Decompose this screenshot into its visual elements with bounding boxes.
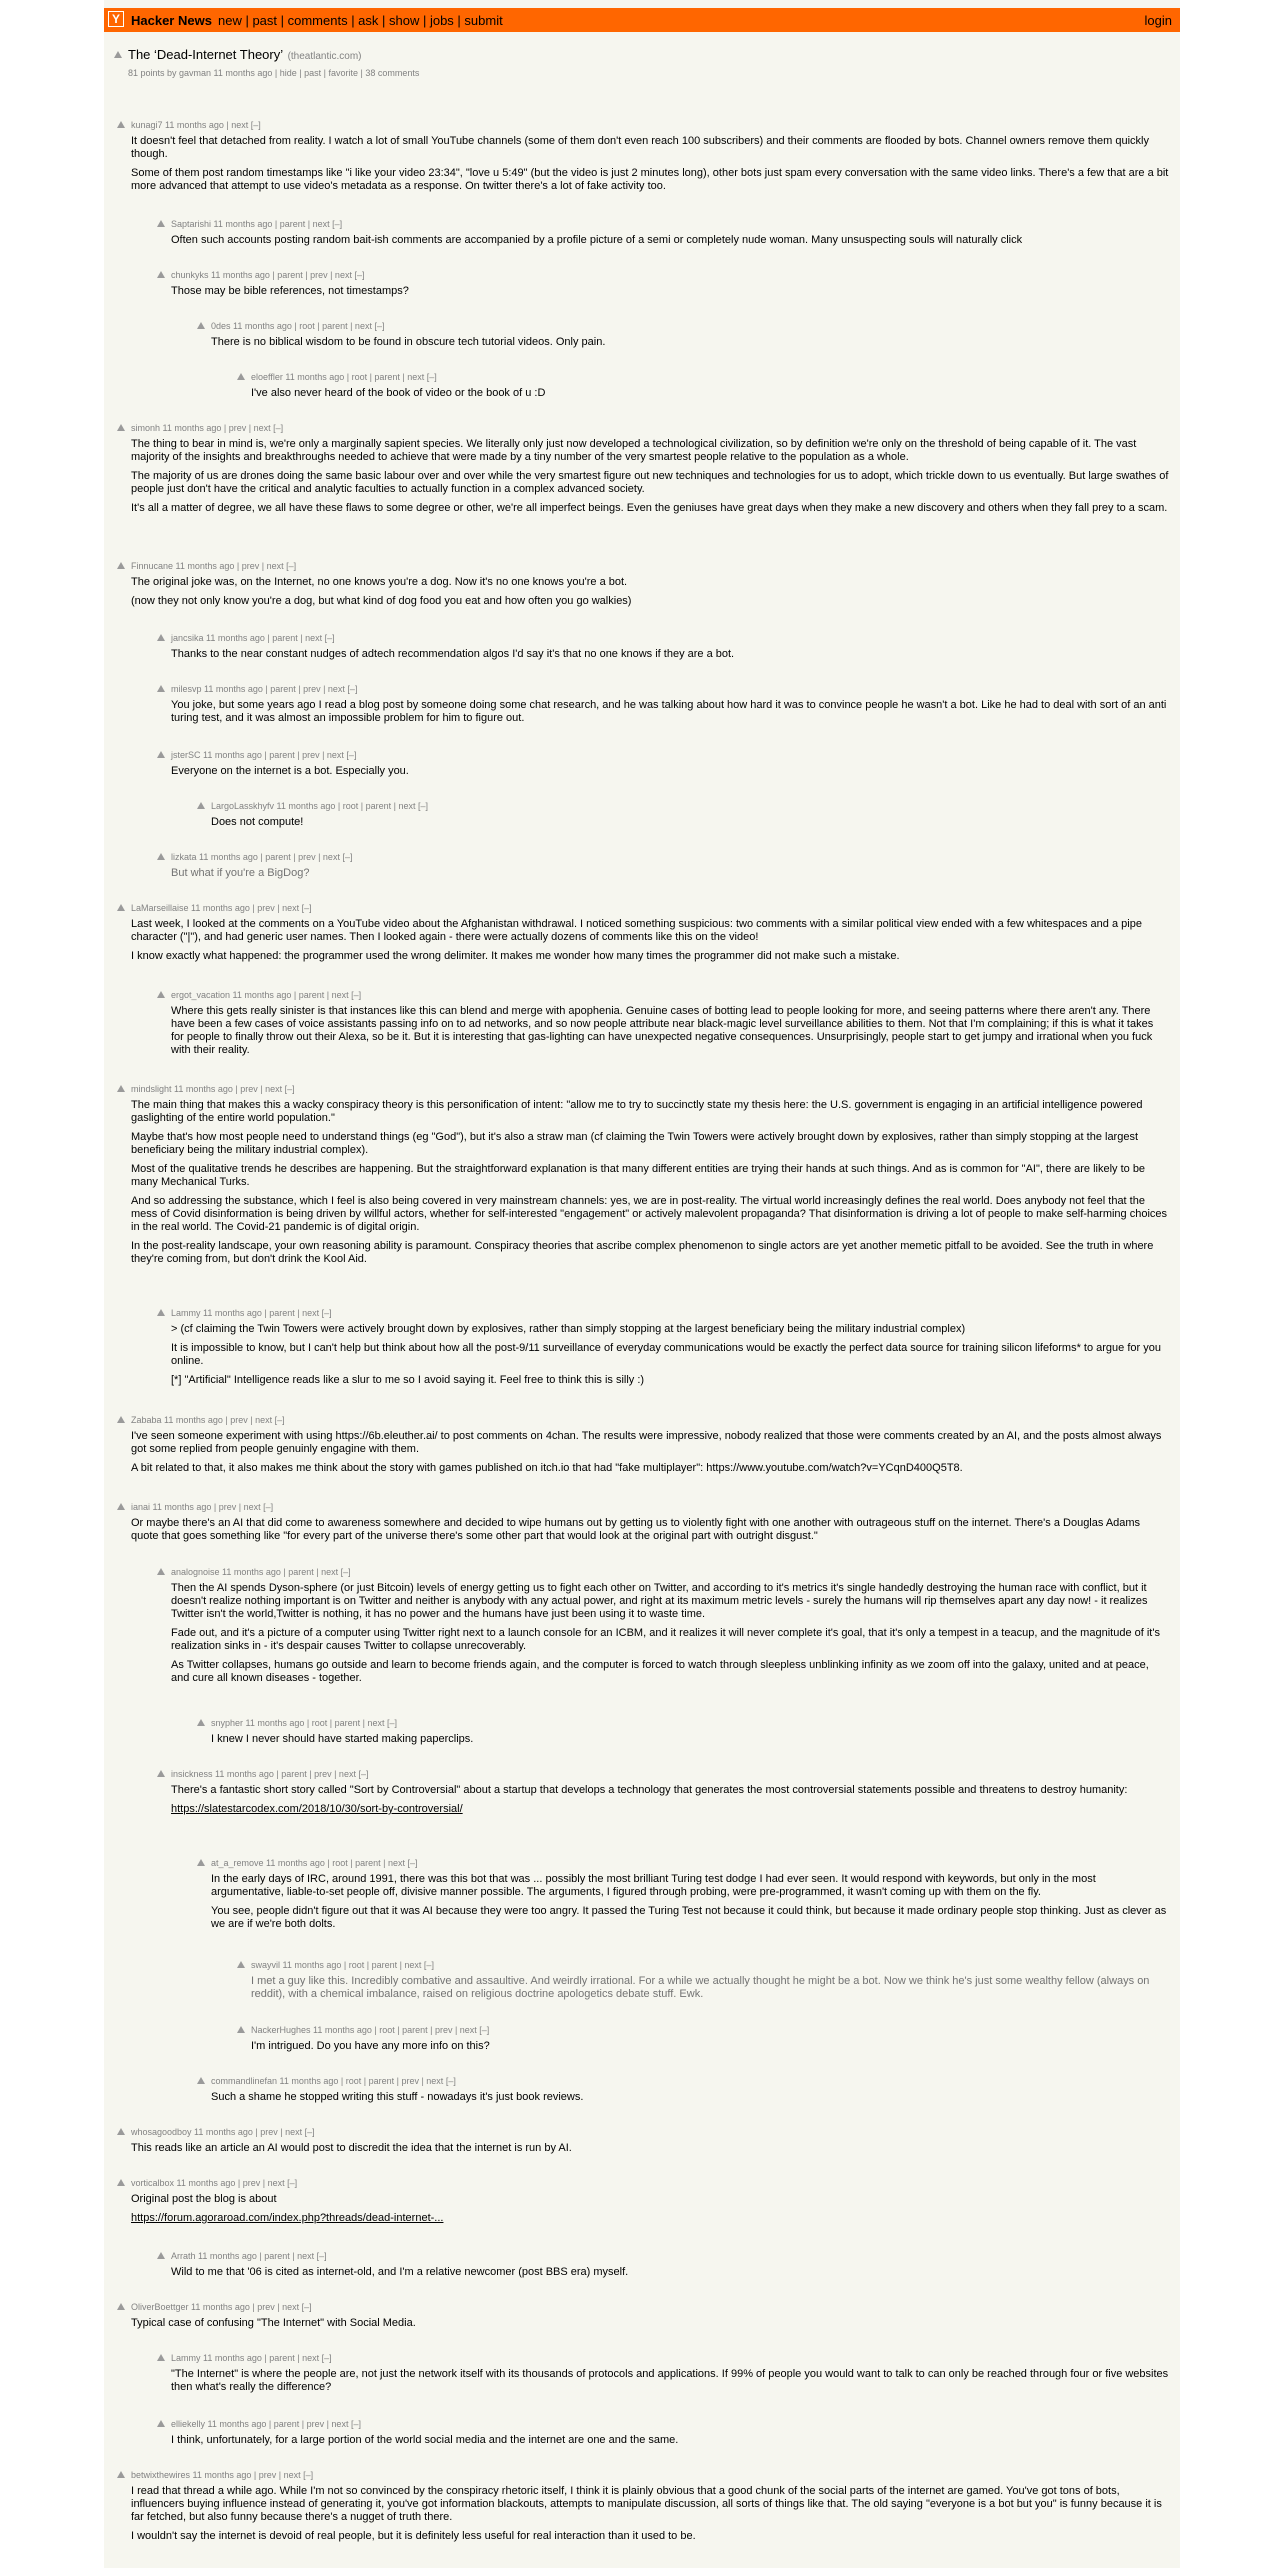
comment-text: I know exactly what happened: the programmer used the wrong delimiter. It makes me wonder how many times the programmer did not make such a mistake.: [131, 950, 900, 962]
comment-text: I've also never heard of the book of video or the book of u :D: [251, 387, 546, 399]
comment-text: [*] "Artificial" Intelligence reads like a slur to me so I avoid saying it. Feel free to think this is silly :): [171, 1374, 645, 1386]
upvote-arrow-icon[interactable]: [117, 2303, 125, 2310]
comment-text: There is no biblical wisdom to be found in obscure tech tutorial videos. Only pain.: [211, 336, 606, 348]
comment: [131, 422, 1169, 515]
comment-text: Thanks to the near constant nudges of adtech recommendation algos I'd say it's that no one knows if they are a bot.: [171, 648, 735, 660]
comment-meta[interactable]: jancsika 11 months ago | parent | next [–]: [171, 633, 335, 643]
upvote-arrow-icon[interactable]: [117, 1503, 125, 1510]
site-name[interactable]: Hacker News: [131, 13, 212, 28]
upvote-arrow-icon[interactable]: [114, 51, 122, 58]
comment: [131, 119, 1169, 193]
comment-meta[interactable]: swayvil 11 months ago | root | parent | next [–]: [251, 1960, 434, 1970]
upvote-arrow-icon[interactable]: [237, 373, 245, 380]
comment: [171, 632, 1169, 661]
comment-text: And so addressing the substance, which I feel is also being covered in very mainstream channels: yes, we are in post-reality. The virtual world increasingly defines the real world. Does anybody not feel that the mess of Covid disinformation is being driven by willful actors, whether for self-interested "engagement" or actively malevolent propaganda? That disinformation is driving a lot of people to make self-harming choices in the real world. The Covid-21 pandemic is of digital origin.: [131, 1195, 1168, 1233]
comment: [131, 2469, 1169, 2543]
comment: [171, 989, 1169, 1057]
comment-text: The original joke was, on the Internet, no one knows you're a dog. Now it's no one knows you're a bot.: [131, 576, 628, 588]
comment-text: Does not compute!: [211, 816, 304, 828]
comment-text: Those may be bible references, not timestamps?: [171, 285, 409, 297]
top-bar: [104, 8, 1180, 32]
comment-meta[interactable]: chunkyks 11 months ago | parent | prev | next [–]: [171, 270, 365, 280]
y-logo-icon[interactable]: Y: [108, 11, 124, 27]
comment-meta[interactable]: whosagoodboy 11 months ago | prev | next [–]: [131, 2127, 315, 2137]
comment-text: Most of the qualitative trends he describes are happening. But the straightforward explanation is that many different entities are trying their hands at such things. And as is common for "AI", there are likely to be many Mechanical Turks.: [131, 1163, 1146, 1188]
comment-text: Such a shame he stopped writing this stuff - nowadays it's just book reviews.: [211, 2091, 584, 2103]
comment-meta[interactable]: ianai 11 months ago | prev | next [–]: [131, 1502, 274, 1512]
comment-text: It is impossible to know, but I can't help but think about how all the post-9/11 surveillance of everyday communications would be exactly the perfect data source for training silicon lifeforms* to argue for you online.: [171, 1342, 1161, 1367]
comment: [131, 902, 1169, 963]
upvote-arrow-icon[interactable]: [197, 1719, 205, 1726]
comment-text: Typical case of confusing "The Internet" with Social Media.: [131, 2317, 416, 2329]
comment-text: I'm intrigued. Do you have any more info on this?: [251, 2040, 490, 2052]
comment-meta[interactable]: NackerHughes 11 months ago | root | parent | prev | next [–]: [251, 2025, 490, 2035]
upvote-arrow-icon[interactable]: [117, 2128, 125, 2135]
comment-meta[interactable]: insickness 11 months ago | parent | prev | next [–]: [171, 1769, 369, 1779]
upvote-arrow-icon[interactable]: [117, 424, 125, 431]
comment: [131, 1083, 1169, 1266]
comment-meta[interactable]: mindslight 11 months ago | prev | next [–]: [131, 1084, 295, 1094]
comment: [131, 2177, 1169, 2225]
comment-meta[interactable]: analognoise 11 months ago | parent | next [–]: [171, 1567, 351, 1577]
comment-meta[interactable]: Lammy 11 months ago | parent | next [–]: [171, 2353, 332, 2363]
nav-links[interactable]: new | past | comments | ask | show | jobs | submit: [218, 13, 503, 28]
comment-text: I knew I never should have started making paperclips.: [211, 1733, 474, 1745]
story-title-row: [114, 46, 362, 64]
upvote-arrow-icon[interactable]: [157, 2252, 165, 2259]
comment-text: Where this gets really sinister is that instances like this can blend and merge with apophenia. Genuine cases of botting lead to people looking for more, and seeing patterns where there aren't any. There have been a few cases of voice assistants passing info on to ad networks, and so now people attribute near black-magic level surveillance abilities to them. Not that I'm complaining; if this is what it takes for people to finally throw out their Alexa, so be it. But it is interesting that gas-lighting can have unexpected negative consequences. Unsurprisingly, people start to get jumpy and irrational when you fuck with their reality.: [171, 1005, 1154, 1056]
upvote-arrow-icon[interactable]: [117, 2179, 125, 2186]
comment-meta[interactable]: kunagi7 11 months ago | next [–]: [131, 120, 261, 130]
comment-meta[interactable]: OliverBoettger 11 months ago | prev | next [–]: [131, 2302, 312, 2312]
upvote-arrow-icon[interactable]: [197, 1859, 205, 1866]
comment-meta[interactable]: at_a_remove 11 months ago | root | parent | next [–]: [211, 1858, 418, 1868]
upvote-arrow-icon[interactable]: [117, 1416, 125, 1423]
comment: [171, 749, 1169, 778]
comment: [171, 683, 1169, 725]
story-title[interactable]: The ‘Dead-Internet Theory’: [128, 47, 284, 62]
comment-text: Some of them post random timestamps like "i like your video 23:34", "love u 5:49" (but the video is just 2 minutes long), other bots just spam every conversation with the same video links. There's a few that are a bit more advanced that attempt to use video's metadata as a response. On twitter there's a lot of fake activity too.: [131, 167, 1169, 192]
comment: [211, 1857, 1169, 1931]
upvote-arrow-icon[interactable]: [117, 2471, 125, 2478]
comment-meta[interactable]: simonh 11 months ago | prev | next [–]: [131, 423, 284, 433]
comment-text: It doesn't feel that detached from reality. I watch a lot of small YouTube channels (some of them don't even reach 100 subscribers) and their comments are flooded by bots. Channel owners remove them quickly though.: [131, 135, 1149, 160]
comment: [171, 851, 1169, 880]
comment-meta[interactable]: LargoLasskhyfv 11 months ago | root | parent | next [–]: [211, 801, 428, 811]
login-link[interactable]: login: [1144, 13, 1172, 28]
comment-text: But what if you're a BigDog?: [171, 867, 310, 879]
comment-text: Everyone on the internet is a bot. Especially you.: [171, 765, 409, 777]
comment-meta[interactable]: LaMarseillaise 11 months ago | prev | next [–]: [131, 903, 312, 913]
comment-text: The thing to bear in mind is, we're only a marginally sapient species. We literally only just now developed a technological civilization, so by definition we're only on the threshold of being capable of it. The vast majority of the insights and breakthroughs needed to achieve that were made by a tiny number of the very smartest people relative to the population as a whole.: [131, 438, 1137, 463]
upvote-arrow-icon[interactable]: [197, 802, 205, 809]
comment: [131, 1414, 1169, 1475]
comment-meta[interactable]: Lammy 11 months ago | parent | next [–]: [171, 1308, 332, 1318]
comment: [171, 2418, 1169, 2447]
comment: [171, 2352, 1169, 2394]
comment-text: I've seen someone experiment with using https://6b.eleuther.ai/ to post comments on 4chan. The results were impressive, nobody realized that those were comments created by an AI, and the posts almost always got some replied from people genuinly engagine with them.: [131, 1430, 1162, 1455]
comment-text: You see, people didn't figure out that it was AI because they were too angry. It passed the Turing Test not because it could think, but because it made ordinary people stop thinking. Just as clever as we are if we're both dolts.: [211, 1905, 1167, 1930]
upvote-arrow-icon[interactable]: [157, 1770, 165, 1777]
comment: [131, 2301, 1169, 2330]
comment-meta[interactable]: lizkata 11 months ago | parent | prev | next [–]: [171, 852, 353, 862]
story-subtext[interactable]: 81 points by gavman 11 months ago | hide | past | favorite | 38 comments: [128, 68, 420, 78]
comment-meta[interactable]: ergot_vacation 11 months ago | parent | next [–]: [171, 990, 362, 1000]
comment-meta[interactable]: commandlinefan 11 months ago | root | parent | prev | next [–]: [211, 2076, 456, 2086]
comment-text: I met a guy like this. Incredibly combative and assaultive. And weirdly irrational. For a while we actually thought he might be a bot. Now we think he's just some wealthy fellow (always on reddit), with a chemical imbalance, raised on religious doctrine apologetics debate stuff. Ewk.: [251, 1975, 1150, 2000]
comment-link[interactable]: https://forum.agoraroad.com/index.php?threads/dead-internet-...: [131, 2212, 444, 2224]
upvote-arrow-icon[interactable]: [157, 853, 165, 860]
comment: [171, 269, 1169, 298]
upvote-arrow-icon[interactable]: [157, 751, 165, 758]
comment: [131, 2126, 1169, 2155]
comment-link[interactable]: https://slatestarcodex.com/2018/10/30/sort-by-controversial/: [171, 1803, 463, 1815]
comment: [131, 1501, 1169, 1543]
comment-meta[interactable]: betwixthewires 11 months ago | prev | next [–]: [131, 2470, 314, 2480]
upvote-arrow-icon[interactable]: [157, 2420, 165, 2427]
comment: [131, 560, 1169, 608]
upvote-arrow-icon[interactable]: [117, 121, 125, 128]
comment-text: In the early days of IRC, around 1991, there was this bot that was ... possibly the most brilliant Turing test dodge I had ever seen. It would respond with keywords, but only in the most argumentative, liable-to-set people off, divisive manner possible. The arguments, I figured through probing, were pre-programmed, it wasn't coming up with them on the fly.: [211, 1873, 1096, 1898]
comment: [171, 2250, 1169, 2279]
comment-text: (now they not only know you're a dog, but what kind of dog food you eat and how often you go walkies): [131, 595, 632, 607]
comment-text: There's a fantastic short story called "Sort by Controversial" about a startup that develops a technology that generates the most controversial statements possible and threatens to destroy humanity:: [171, 1784, 1128, 1796]
comment-text: You joke, but some years ago I read a blog post by someone doing some chat research, and he was talking about how hard it was to convince people he wasn't a bot. Like he had to deal with sort of an anti turing test, and it was almost an impossible problem for him to figure out.: [171, 699, 1167, 724]
upvote-arrow-icon[interactable]: [157, 2354, 165, 2361]
upvote-arrow-icon[interactable]: [157, 1568, 165, 1575]
comment-meta[interactable]: Finnucane 11 months ago | prev | next [–]: [131, 561, 297, 571]
comment-text: > (cf claiming the Twin Towers were actively brought down by explosives, rather than simply stopping at the largest beneficiary being the military industrial complex): [171, 1323, 966, 1335]
comment: [211, 320, 1169, 349]
comment-meta[interactable]: jsterSC 11 months ago | parent | prev | next [–]: [171, 750, 357, 760]
comment-meta[interactable]: snypher 11 months ago | root | parent | next [–]: [211, 1718, 397, 1728]
comment-text: Often such accounts posting random bait-ish comments are accompanied by a profile picture of a semi or completely nude woman. Many unsuspecting souls will naturally click: [171, 234, 1023, 246]
comment-text: Original post the blog is about: [131, 2193, 277, 2205]
comment-text: Fade out, and it's a picture of a computer using Twitter right next to a launch console for an ICBM, and it realizes it will never complete it's goal, that it's only a tempest in a teacup, and the magnitude of it's realization sinks in - it's despair causes Twitter to collapse unrecoverably.: [171, 1627, 1160, 1652]
comment-meta[interactable]: Saptarishi 11 months ago | parent | next [–]: [171, 219, 343, 229]
comment-text: I think, unfortunately, for a large portion of the world social media and the internet are one and the same.: [171, 2434, 679, 2446]
page: [104, 0, 1180, 2568]
comment-text: The majority of us are drones doing the same basic labour over and over while the very smartest figure out new techniques and technologies for us to adopt, which trickle down to us eventually. But large swathes of people just don't have the critical and analytic faculties to actually function in a complex advanced society.: [131, 470, 1169, 495]
upvote-arrow-icon[interactable]: [117, 562, 125, 569]
comment-meta[interactable]: elliekelly 11 months ago | parent | prev | next [–]: [171, 2419, 361, 2429]
upvote-arrow-icon[interactable]: [237, 1961, 245, 1968]
comment: [211, 800, 1169, 829]
comment-text: I wouldn't say the internet is devoid of real people, but it is definitely less useful for real interaction than it used to be.: [131, 2530, 696, 2542]
comment-text: I read that thread a while ago. While I'm not so convinced by the conspiracy rhetoric itself, I think it is plainly obvious that a good chunk of the social parts of the internet are gamed. You've got tons of bots, influencers buying influence instead of generating it, you've got information blackouts, attempts to manipulate discussion, all sorts of things like that. The old saying "everyone is a bot but you" is funny because it is far fetched, but also funny because there's a nugget of truth there.: [131, 2485, 1162, 2523]
upvote-arrow-icon[interactable]: [157, 634, 165, 641]
comment-text: Or maybe there's an AI that did come to awareness somewhere and decided to wipe humans out by getting us to violently fight with one another with outrageous stuff on the internet. There's a Douglas Adams quote that goes something like "for every part of the universe there's some other part that would look at the original part with outright disgust.": [131, 1517, 1141, 1542]
upvote-arrow-icon[interactable]: [157, 685, 165, 692]
upvote-arrow-icon[interactable]: [157, 1309, 165, 1316]
comment-text: It's all a matter of degree, we all have these flaws to some degree or other, we're all imperfect beings. Even the geniuses have great days when they make a new discovery and others when they fall prey to a scam.: [131, 502, 1168, 514]
upvote-arrow-icon[interactable]: [157, 991, 165, 998]
comment: [251, 371, 1169, 400]
comment-meta[interactable]: eloeffler 11 months ago | root | parent | next [–]: [251, 372, 437, 382]
comment: [171, 1768, 1169, 1816]
comment: [211, 2075, 1169, 2104]
comment-meta[interactable]: Arrath 11 months ago | parent | next [–]: [171, 2251, 327, 2261]
comment-text: As Twitter collapses, humans go outside and learn to become friends again, and the computer is forced to watch through sleepless unblinking infinity as we zoom off into the galaxy, united and at peace, and cure all known diseases - together.: [171, 1659, 1149, 1684]
comment-text: Then the AI spends Dyson-sphere (or just Bitcoin) levels of energy getting us to fight each other on Twitter, and according to it's metrics it's single handedly destroying the human race with conflict, but it doesn't realize nothing important is on Twitter and neither is anybody with any actual power, and right at its maximum metric levels - surely the humans will rip themselves apart any day now! - it realizes Twitter isn't the world,Twitter is nothing, it has no power and the humans have just been using it to waste time.: [171, 1582, 1148, 1620]
comment-text: Last week, I looked at the comments on a YouTube video about the Afghanistan withdrawal. I noticed something suspicious: two comments with a similar political view ended with a few whitespaces and a pipe character ("|"), and had generic user names. Then I looked again - there were actually dozens of comments like this on the video!: [131, 918, 1142, 943]
upvote-arrow-icon[interactable]: [237, 2026, 245, 2033]
comment-text: This reads like an article an AI would post to discredit the idea that the internet is run by AI.: [131, 2142, 572, 2154]
upvote-arrow-icon[interactable]: [157, 220, 165, 227]
comment-text: "The Internet" is where the people are, not just the network itself with its thousands of protocols and applications. If 99% of people you would want to talk to can only be reached through four or five websites then what's really the difference?: [171, 2368, 1169, 2393]
comment: [211, 1717, 1169, 1746]
comment: [171, 218, 1169, 247]
comment-text: A bit related to that, it also makes me think about the story with games published on itch.io that had "fake multiplayer": https://www.youtube.com/watch?v=YCqnD400Q5T8.: [131, 1462, 963, 1474]
comment: [251, 2024, 1169, 2053]
comment-text: In the post-reality landscape, your own reasoning ability is paramount. Conspiracy theories that ascribe complex phenomenon to single actors are yet another memetic pitfall to be avoided. See the truth in where they're coming from, but don't drink the Kool Aid.: [131, 1240, 1154, 1265]
comment-meta[interactable]: vorticalbox 11 months ago | prev | next [–]: [131, 2178, 298, 2188]
comment: [171, 1307, 1169, 1387]
upvote-arrow-icon[interactable]: [157, 271, 165, 278]
comment: [171, 1566, 1169, 1685]
comment: [251, 1959, 1169, 2001]
comment-text: Wild to me that '06 is cited as internet-old, and I'm a relative newcomer (post BBS era) myself.: [171, 2266, 629, 2278]
comment-meta[interactable]: 0des 11 months ago | root | parent | next [–]: [211, 321, 385, 331]
upvote-arrow-icon[interactable]: [197, 2077, 205, 2084]
comment-meta[interactable]: Zababa 11 months ago | prev | next [–]: [131, 1415, 285, 1425]
comment-meta[interactable]: milesvp 11 months ago | parent | prev | next [–]: [171, 684, 358, 694]
comment-text: The main thing that makes this a wacky conspiracy theory is this personification of intent: "allow me to try to succinctly state my thesis here: the U.S. government is engaging in an artificial intelligence powered gaslighting of the entire world population.": [131, 1099, 1143, 1124]
upvote-arrow-icon[interactable]: [117, 904, 125, 911]
upvote-arrow-icon[interactable]: [117, 1085, 125, 1092]
upvote-arrow-icon[interactable]: [197, 322, 205, 329]
comment-text: Maybe that's how most people need to understand things (eg "God"), but it's also a straw man (cf claiming the Twin Towers were actively brought down by explosives, rather than simply stopping at the largest beneficiary being the military industrial complex).: [131, 1131, 1139, 1156]
story-site[interactable]: (theatlantic.com): [287, 51, 362, 62]
